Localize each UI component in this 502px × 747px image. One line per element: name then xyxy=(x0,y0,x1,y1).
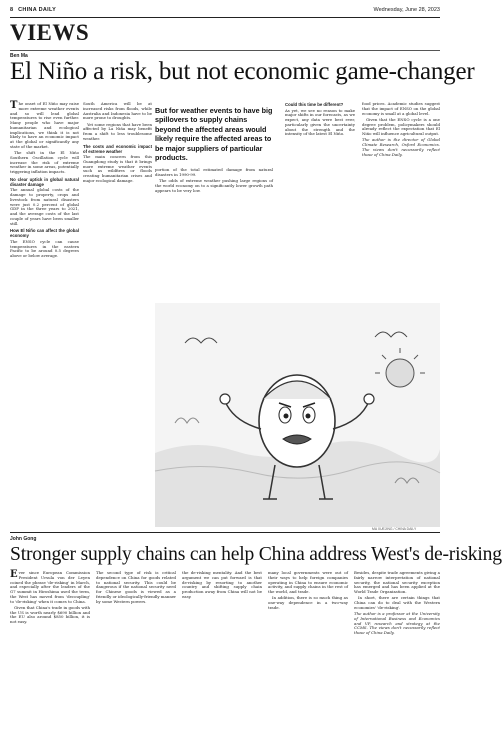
cartoon-illustration xyxy=(155,303,440,527)
article1-paragraph: Given that the ENSO cycle is a one degree problem, policymakers should already reflect the expectation that El Niño will influence agricultural output. xyxy=(362,116,440,137)
article1-column-2 xyxy=(83,102,152,527)
article1-headline: El Niño a risk, but not economic game-changer xyxy=(10,58,475,85)
masthead-left xyxy=(10,7,56,13)
article1-pullquote: But for weather events to have big spillovers to supply chains beyond the affected areas would likely require the affected areas to be major suppliers of particular products. xyxy=(155,106,273,163)
article2-paragraph: The second type of risk is critical dependence on China for goods related to national security. This could be dangerous if the national security need for Chinese goods is viewed as a friendly or ideologically-friendly manner by some Western powers. xyxy=(96,570,176,604)
masthead xyxy=(10,4,440,16)
section-title: VIEWS xyxy=(10,20,90,45)
article1-byline: Ben Ma xyxy=(10,53,28,59)
article1-author-note: The author is the director of Global Climate Research, Oxford Economics. The views don't necessarily reflect those of China Daily. xyxy=(362,137,440,157)
paper-name: CHINA DAILY xyxy=(18,7,57,13)
article1-paragraph: The shift in the El Niño Southern Oscillation cycle will increase the risk of extreme weather in some areas, potentially triggering inflation impacts. xyxy=(10,150,79,175)
article-divider xyxy=(10,532,440,533)
cartoon-credit: MA XUEJING / CHINA DAILY xyxy=(372,527,417,531)
article1-column-4 xyxy=(285,102,355,298)
article2-paragraph: many local governments were out of their ways to help foreign companies operating in China to ensure economic activity, and supply chains in the rest of the world, and trade. xyxy=(268,570,348,594)
article1-column-1 xyxy=(10,102,79,527)
article1-subhead: Could this time be different? xyxy=(285,102,344,107)
article1-paragraph: Yet some regions that have been affected by La Niña may benefit from a shift to less troublesome weather. xyxy=(83,121,152,141)
article1-paragraph: South America will be at increased risks from floods, while Australia and Indonesia have to be more prone to droughts. xyxy=(83,101,152,121)
article2-paragraph: In addition, there is so much thing as one-way dependence in a two-way trade. xyxy=(268,595,348,610)
article1-paragraph: The main concern from this Guangdong study is that it brings more extreme weather events such as wildfires or floods creating humanitarian crises and major ecological damage. xyxy=(83,154,152,183)
article1-paragraph: food prices. Academic studies suggest that the impact of ENSO on the global economy is small at a global level. xyxy=(362,101,440,116)
article2-column-2 xyxy=(96,571,176,741)
page-number: 8 xyxy=(10,7,14,13)
article1-paragraph: The ENSO cycle can cause temperatures in the eastern Pacific to be around 0.5 degrees above or below average. xyxy=(10,238,79,259)
article1-paragraph: The odds of extreme weather pushing large regions of the world economy on to a significantly lower growth path appears to be very low. xyxy=(155,178,273,193)
article2-paragraph: the de-risking mentality. And the best argument we can put forward is that de-risking by resorting to another country and shifting supply chain production away from China will not be easy. xyxy=(182,570,262,599)
article1-subhead: The costs and economic impact of extreme weather xyxy=(83,143,152,154)
article2-headline: Stronger supply chains can help China address West's de-risking xyxy=(10,544,502,565)
article2-paragraph: Given that China's trade in goods with the US is worth nearly $690 billion and the EU also around $850 billion, it is not easy. xyxy=(10,604,90,625)
article1-paragraph: portion of the total estimated damage from natural disasters in 1990-99. xyxy=(155,167,273,177)
article1-paragraph: The onset of El Niño may raise more extreme weather events and so will lead global temperatures to rise even further. Many people who have major humanitarian and ecological implications, we think it is not likely to have an economic impact at the global or significantly any state of the market. xyxy=(10,100,79,149)
article2-paragraph: Besides, despite trade agreements giving a fairly narrow interpretation of national security, the national security exception has emerged and has been applied at the World Trade Organization. xyxy=(354,570,440,594)
section-rule xyxy=(10,50,440,51)
article2-author-note: The author is a professor at the University of International Business and Economics and VP, research and strategy at the CCMS. The views don't necessarily reflect those of China Daily. xyxy=(354,611,440,636)
article2-column-3 xyxy=(182,571,262,741)
masthead-rule xyxy=(10,17,440,18)
article1-subhead: How El Niño can affect the global economy xyxy=(10,228,79,239)
article1-subhead: No clear uptick in global natural disaster damage xyxy=(10,176,79,187)
article1-paragraph: The annual global costs of the damage to property, crops and livestock from natural disasters were just 0.2 percent of global GDP in the three years to 2021, and the average costs of the last couple of years have been smaller still. xyxy=(10,187,79,226)
article2-paragraph: Ever since European Commission President Ursula von der Leyen coined the phrase 'de-risking' in March, and especially after the leaders of the G7 summit in Hiroshima used the term, the West has moved from 'decoupling' to 'de-risking' when it comes to China. xyxy=(10,569,90,604)
el-nino-cartoon xyxy=(155,303,440,527)
article2-paragraph: In short, there are certain things that China can do to deal with the Western economies' 'de-risking'. xyxy=(354,595,440,610)
article2-byline: John Gong xyxy=(10,536,37,542)
article2-column-1 xyxy=(10,571,90,741)
article2-column-5 xyxy=(354,571,440,741)
article1-column-3 xyxy=(155,168,273,298)
article1-paragraph: As yet, we see no reason to make major shifts in our forecasts, as we expect, any data were best ever, particularly given the uncertainty about the strength and the intensity of the latest El Niño. xyxy=(285,107,355,137)
issue-date: Wednesday, June 28, 2023 xyxy=(373,7,440,13)
article1-column-5 xyxy=(362,102,440,298)
article2-column-4 xyxy=(268,571,348,741)
